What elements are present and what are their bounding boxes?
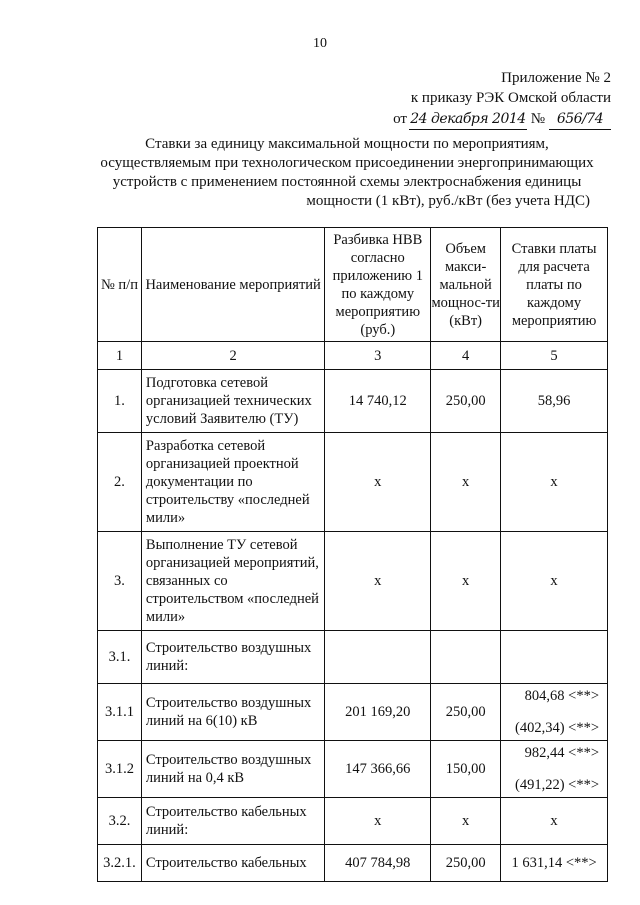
table-row xyxy=(98,433,608,532)
page-number: 10 xyxy=(313,36,327,51)
row-power: 250,00 xyxy=(431,845,501,882)
row-name: Строительство кабельных линий: xyxy=(141,798,324,845)
row-rate: 58,96 xyxy=(501,370,608,433)
table-row xyxy=(98,370,608,433)
row-nvv: 147 366,66 xyxy=(325,741,431,798)
row-rate xyxy=(501,631,608,684)
table-row xyxy=(98,631,608,684)
rates-table xyxy=(97,227,608,882)
rate-value-alt: (402,34) <**> xyxy=(514,720,599,736)
row-rate: x xyxy=(501,532,608,631)
row-power xyxy=(431,631,501,684)
row-number: 3.2. xyxy=(98,798,142,845)
row-number: 3. xyxy=(98,532,142,631)
row-power: 250,00 xyxy=(431,370,501,433)
row-number: 3.1.1 xyxy=(98,684,142,741)
row-name: Строительство воздушных линий на 6(10) кВ xyxy=(141,684,324,741)
row-power: x xyxy=(431,798,501,845)
rate-value: 804,68 <**> xyxy=(524,688,599,704)
number-label: № xyxy=(530,111,545,127)
row-rate: 1 631,14 <**> xyxy=(501,845,608,882)
row-power: x xyxy=(431,532,501,631)
header-rate: Ставки платы для расчета платы по каждому мероприятию xyxy=(501,228,608,342)
table-row xyxy=(98,684,608,741)
row-number: 1. xyxy=(98,370,142,433)
row-nvv: 201 169,20 xyxy=(325,684,431,741)
row-nvv xyxy=(325,631,431,684)
row-rate: x xyxy=(501,798,608,845)
table-row xyxy=(98,845,608,882)
row-nvv: x xyxy=(325,433,431,532)
row-nvv: x xyxy=(325,798,431,845)
table-row xyxy=(98,798,608,845)
header-nvv: Разбивка НВВ согласно приложению 1 по каждому мероприятию (руб.) xyxy=(325,228,431,342)
row-power: 250,00 xyxy=(431,684,501,741)
column-number: 3 xyxy=(325,342,431,370)
table-row xyxy=(98,741,608,798)
rate-value-alt: (491,22) <**> xyxy=(514,777,599,793)
row-name: Выполнение ТУ сетевой организацией мероприятий, связанных со строительством «последней мили» xyxy=(141,532,324,631)
row-name: Строительство воздушных линий на 0,4 кВ xyxy=(141,741,324,798)
appendix-title: Приложение № 2 xyxy=(501,70,611,86)
row-rate xyxy=(501,684,608,741)
title-line-1: Ставки за единицу максимальной мощности по мероприятиям, xyxy=(145,136,549,152)
rate-value: 982,44 <**> xyxy=(524,745,599,761)
header-power: Объем макси-мальной мощнос-ти (кВт) xyxy=(431,228,501,342)
row-number: 3.2.1. xyxy=(98,845,142,882)
document-title xyxy=(86,135,608,211)
column-number-row xyxy=(98,342,608,370)
row-nvv: x xyxy=(325,532,431,631)
column-number: 5 xyxy=(501,342,608,370)
table-row xyxy=(98,532,608,631)
column-number: 4 xyxy=(431,342,501,370)
table-header-row xyxy=(98,228,608,342)
row-name: Строительство кабельных xyxy=(141,845,324,882)
appendix-order-reference: к приказу РЭК Омской области xyxy=(410,90,611,106)
row-power: x xyxy=(431,433,501,532)
appendix-header xyxy=(393,68,611,130)
row-nvv: 407 784,98 xyxy=(325,845,431,882)
handwritten-date: 24 декабря 2014 xyxy=(409,109,527,130)
header-name: Наименование мероприятий xyxy=(141,228,324,342)
row-rate xyxy=(501,741,608,798)
order-date-number-line xyxy=(393,109,611,130)
row-power: 150,00 xyxy=(431,741,501,798)
title-line-2: осуществляемым при технологическом присоединении энергопринимающих xyxy=(100,155,594,171)
from-label: от xyxy=(393,111,407,127)
column-number: 2 xyxy=(141,342,324,370)
title-line-3: устройств с применением постоянной схемы электроснабжения единицы xyxy=(112,174,582,190)
row-rate: x xyxy=(501,433,608,532)
row-name: Строительство воздушных линий: xyxy=(141,631,324,684)
row-number: 3.1.2 xyxy=(98,741,142,798)
title-line-4: мощности (1 кВт), руб./кВт (без учета НДС) xyxy=(306,193,590,209)
row-nvv: 14 740,12 xyxy=(325,370,431,433)
row-name: Подготовка сетевой организацией технических условий Заявителю (ТУ) xyxy=(141,370,324,433)
column-number: 1 xyxy=(98,342,142,370)
row-number: 3.1. xyxy=(98,631,142,684)
row-number: 2. xyxy=(98,433,142,532)
header-number: № п/п xyxy=(98,228,142,342)
handwritten-order-number: 656/74 xyxy=(549,109,611,130)
row-name: Разработка сетевой организацией проектной документации по строительству «последней мили» xyxy=(141,433,324,532)
